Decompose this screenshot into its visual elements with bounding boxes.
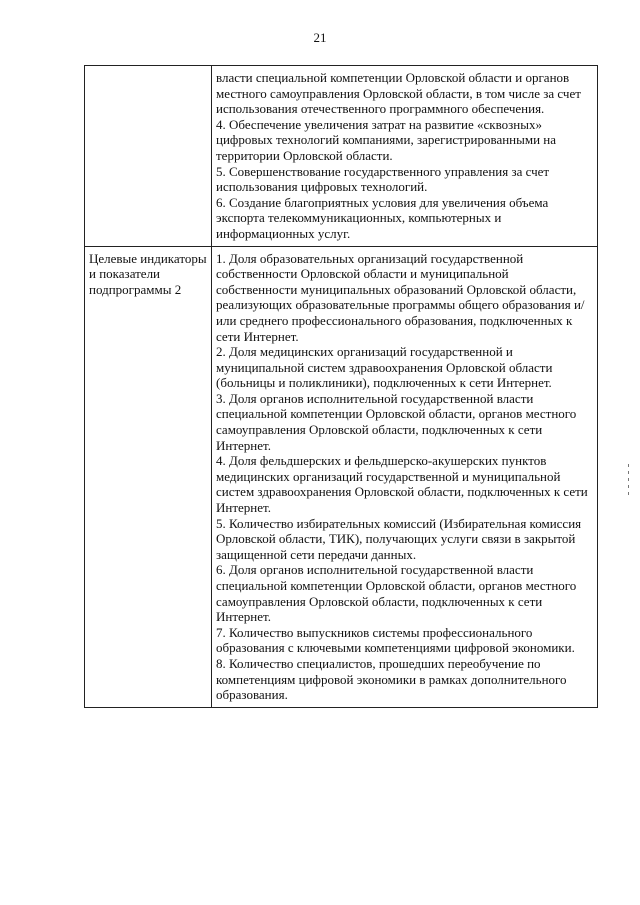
task-paragraph: 4. Обеспечение увеличения затрат на развитие «сквозных» цифровых технологий компаниями, зарегистрированными на территории Орловской области. <box>216 116 557 163</box>
task-paragraph: власти специальной компетенции Орловской области и органов местного самоуправления Орловской области, в том числе за счет использования отечественного программного обеспечения. <box>216 70 581 117</box>
indicator-paragraph: 8. Количество специалистов, прошедших переобучение по компетенциям цифровой экономики в рамках дополнительного образования. <box>216 655 567 703</box>
scan-mark <box>628 485 629 488</box>
content-cell-indicators <box>212 246 598 707</box>
scan-mark <box>628 478 629 481</box>
task-paragraph: 5. Совершенствование государственного управления за счет использования цифровых технологий. <box>216 163 550 195</box>
indicator-paragraph: 3. Доля органов исполнительной государственной власти специальной компетенции Орловской области, органов местного самоуправления Орловской области, подключенных к сети Интернет. <box>216 390 577 453</box>
scan-margin-marks <box>628 464 630 499</box>
indicator-paragraph: 6. Доля органов исполнительной государственной власти специальной компетенции Орловской области, органов местного самоуправления Орловской области, подключенных к сети Интернет. <box>216 562 577 625</box>
indicator-paragraph: 7. Количество выпускников системы профессионального образования с ключевыми компетенциями цифровой экономики. <box>216 624 575 656</box>
program-table <box>84 65 598 708</box>
task-paragraph: 6. Создание благоприятных условия для увеличения объема экспорта телекоммуникационных, компьютерных и информационных услуг. <box>216 194 549 241</box>
indicator-paragraph: 5. Количество избирательных комиссий (Избирательная комиссия Орловской области, ТИК), получающих услуги связи в закрытой защищенной сети передачи данных. <box>216 515 582 562</box>
page-number: 21 <box>313 30 327 45</box>
label-cell-indicators: Целевые индикаторы и показатели подпрограммы 2 <box>85 246 212 707</box>
scan-mark <box>628 471 629 474</box>
indicator-paragraph: 4. Доля фельдшерских и фельдшерско-акушерских пунктов медицинских организаций государственной и муниципальной систем здравоохранения Орловской области, подключенных к сети Интернет. <box>216 453 588 516</box>
table-row-continuation <box>85 66 598 247</box>
indicator-paragraph: 1. Доля образовательных организаций государственной собственности Орловской области и муниципальной собственности муниципальных образований Орловской области, реализующих образовательные программы общего образования и/или среднего профессионального образования, подключенных к сети Интернет. <box>216 250 585 344</box>
scan-mark <box>628 492 629 495</box>
indicator-paragraph: 2. Доля медицинских организаций государственной и муниципальной систем здравоохранения Орловской области (больницы и поликлиники), подключенных к сети Интернет. <box>216 344 553 391</box>
label-cell-empty <box>85 66 212 247</box>
content-cell-tasks <box>212 66 598 247</box>
table-row-indicators <box>85 246 598 707</box>
scan-mark <box>628 464 629 467</box>
